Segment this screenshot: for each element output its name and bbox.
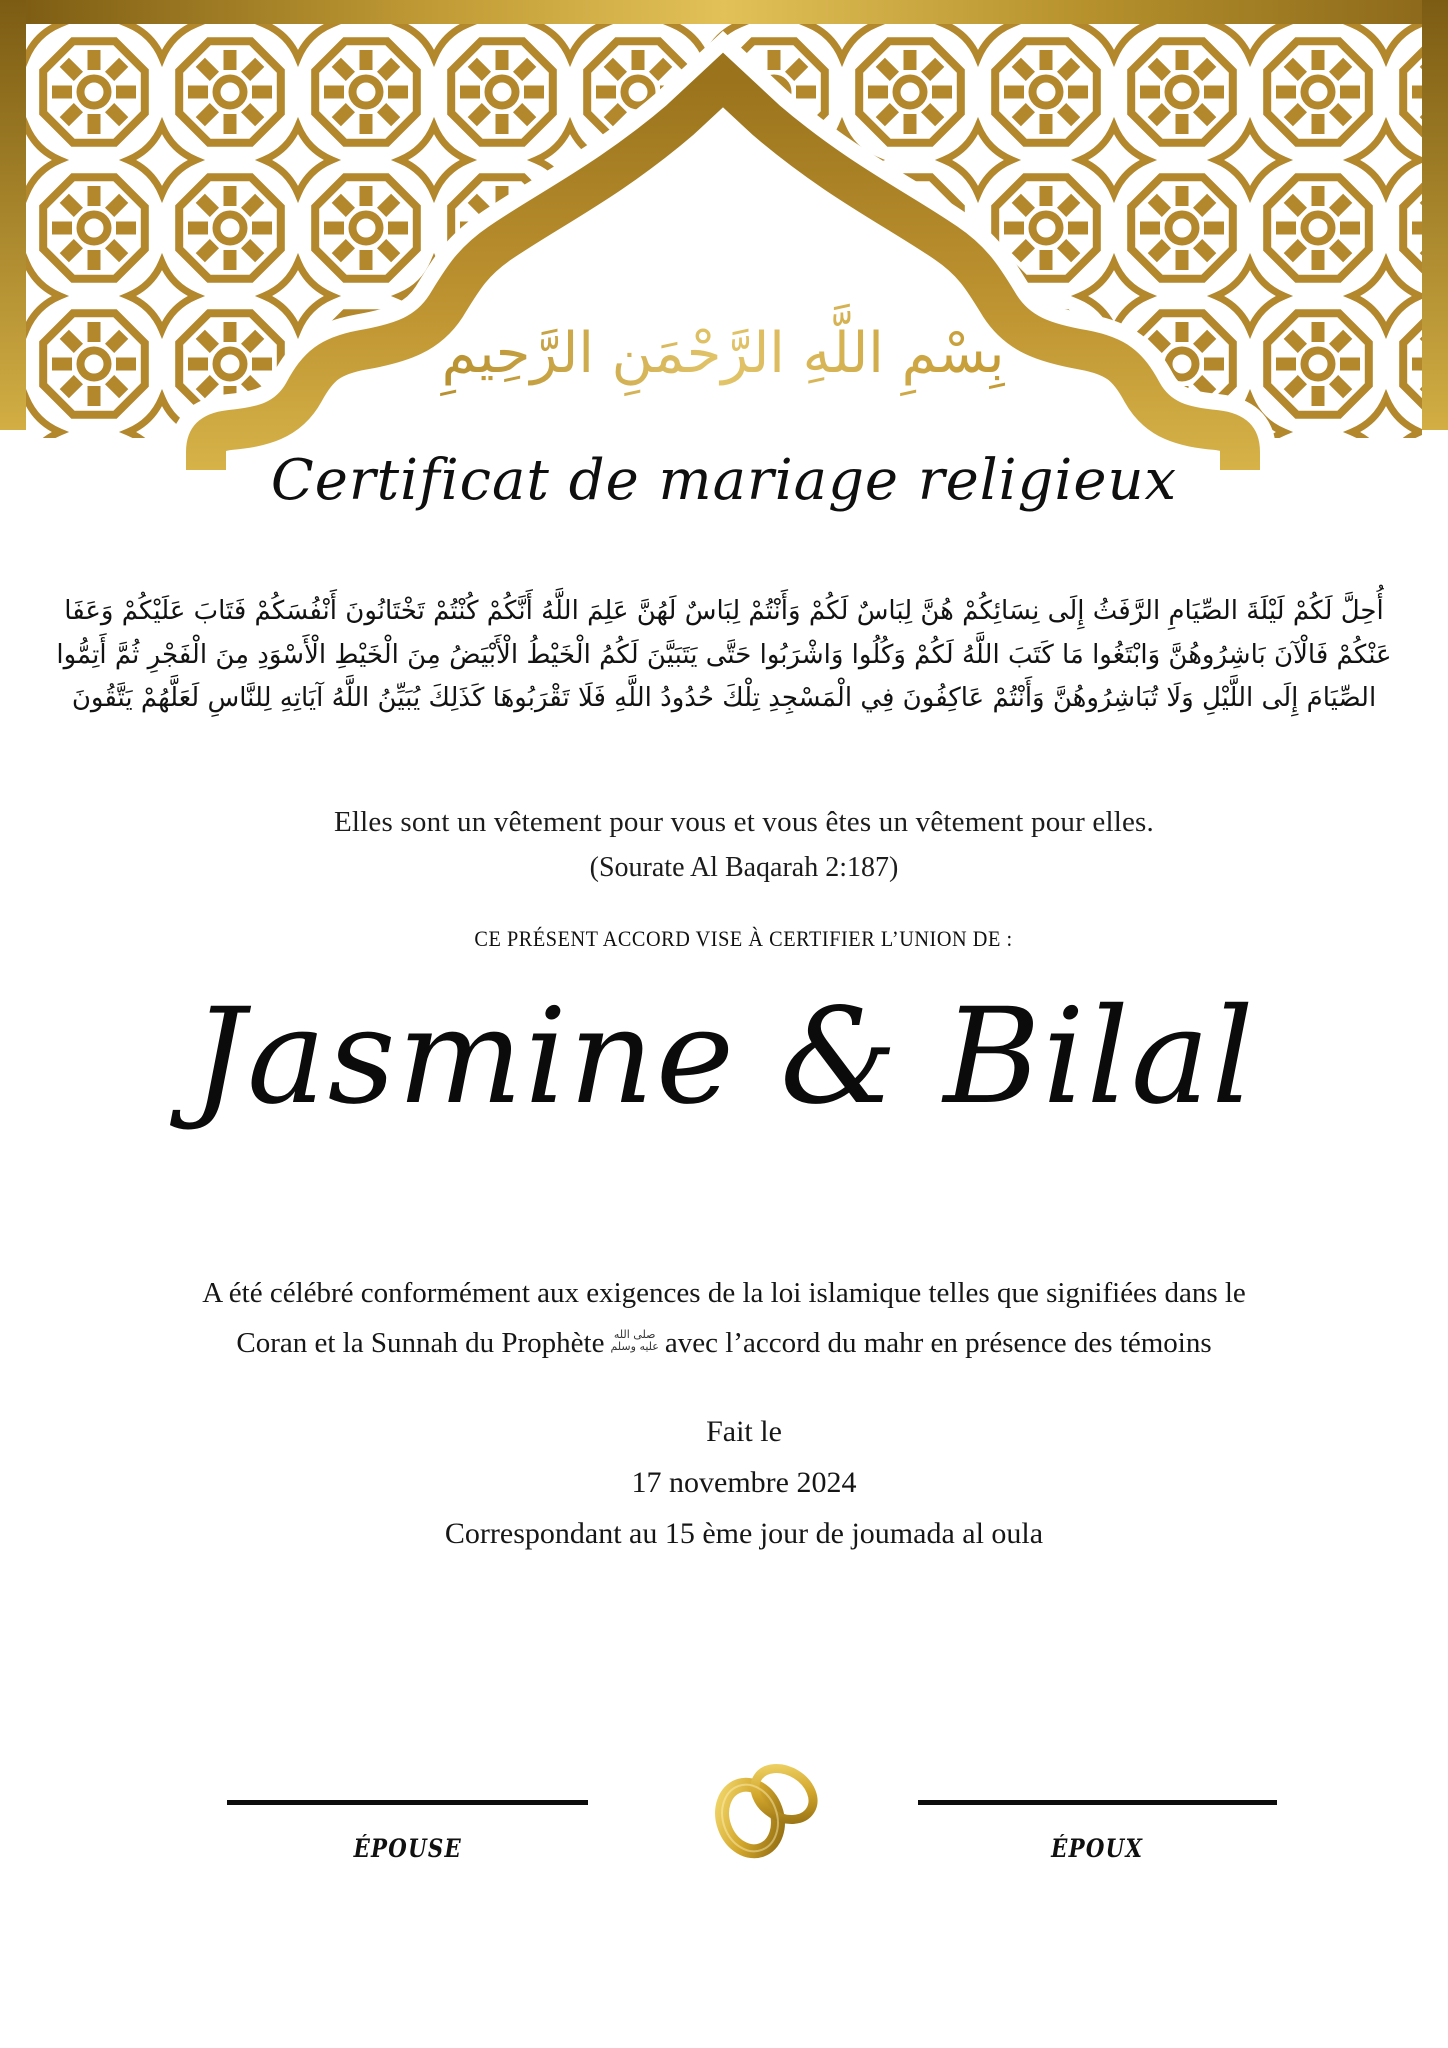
pbuh-bottom: عليه وسلم [610, 1339, 659, 1353]
certificate-title: Certificat de mariage religieux [270, 448, 1178, 513]
verse-translation: Elles sont un vêtement pour vous et vous êtes un vêtement pour elles. [334, 806, 1154, 838]
header-ornament [0, 0, 1448, 470]
couple-names: Jasmine & Bilal [192, 980, 1256, 1134]
date-block [40, 1406, 1448, 1559]
right-border-bar [1422, 0, 1448, 430]
quran-verse-arabic: أُحِلَّ لَكُمْ لَيْلَةَ الصِّيَامِ الرَّفَثُ إِلَى نِسَائِكُمْ هُنَّ لِبَاسٌ لَكُمْ وَأَنْتُمْ لِبَاسٌ لَهُنَّ عَلِمَ اللَّهُ أَنَّكُمْ كُنْتُمْ تَخْتَانُونَ أَنْفُسَكُمْ فَتَابَ عَلَيْكُمْ وَعَفَا عَنْكُمْ فَالْآنَ بَاشِرُوهُنَّ وَابْتَغُوا مَا كَتَبَ اللَّهُ لَكُمْ وَكُلُوا وَاشْرَبُوا حَتَّى يَتَبَيَّنَ لَكُمُ الْخَيْطُ الْأَبْيَضُ مِنَ الْخَيْطِ الْأَسْوَدِ مِنَ الْفَجْرِ ثُمَّ أَتِمُّوا الصِّيَامَ إِلَى اللَّيْلِ وَلَا تُبَاشِرُوهُنَّ وَأَنْتُمْ عَاكِفُونَ فِي الْمَسْجِدِ تِلْكَ حُدُودُ اللَّهِ فَلَا تَقْرَبُوهَا كَذَلِكَ يُبَيِّنُ اللَّهُ آيَاتِهِ لِلنَّاسِ لَعَلَّهُمْ يَتَّقُونَ [56, 596, 1392, 714]
top-border-bar [0, 0, 1448, 24]
pbuh-top: صلى الله [613, 1328, 656, 1342]
declaration-line2 [40, 1318, 1408, 1368]
left-border-bar [0, 0, 26, 430]
groom-signature-line [918, 1800, 1277, 1805]
bride-label [227, 1834, 588, 1863]
bride-signature-line [227, 1800, 588, 1805]
bride-label-text: ÉPOUSE [353, 1834, 462, 1863]
declaration-line1: A été célébré conformément aux exigences de la loi islamique telles que signifiées dans le [202, 1277, 1246, 1309]
groom-label-text: ÉPOUX [1051, 1834, 1144, 1863]
declaration-line2-before: Coran et la Sunnah du Prophète [236, 1327, 605, 1360]
date-hijri: Correspondant au 15 ème jour de joumada al oula [444, 1517, 1044, 1550]
groom-label [918, 1834, 1277, 1863]
pbuh-symbol [610, 1329, 658, 1352]
date-label: Fait le [706, 1415, 782, 1448]
declaration-line2-after: avec l’accord du mahr en présence des témoins [664, 1327, 1212, 1360]
date-gregorian: 17 novembre 2024 [631, 1466, 857, 1499]
verse-source: (Sourate Al Baqarah 2:187) [589, 852, 899, 883]
wedding-rings-icon [698, 1746, 830, 1868]
bismillah-calligraphy: بِسْمِ اللَّهِ الرَّحْمَنِ الرَّحِيمِ [441, 321, 1005, 386]
union-statement-text: CE PRÉSENT ACCORD VISE À CERTIFIER L’UNION DE : [474, 926, 1014, 951]
declaration-paragraph [40, 1268, 1408, 1369]
union-statement [40, 926, 1448, 952]
